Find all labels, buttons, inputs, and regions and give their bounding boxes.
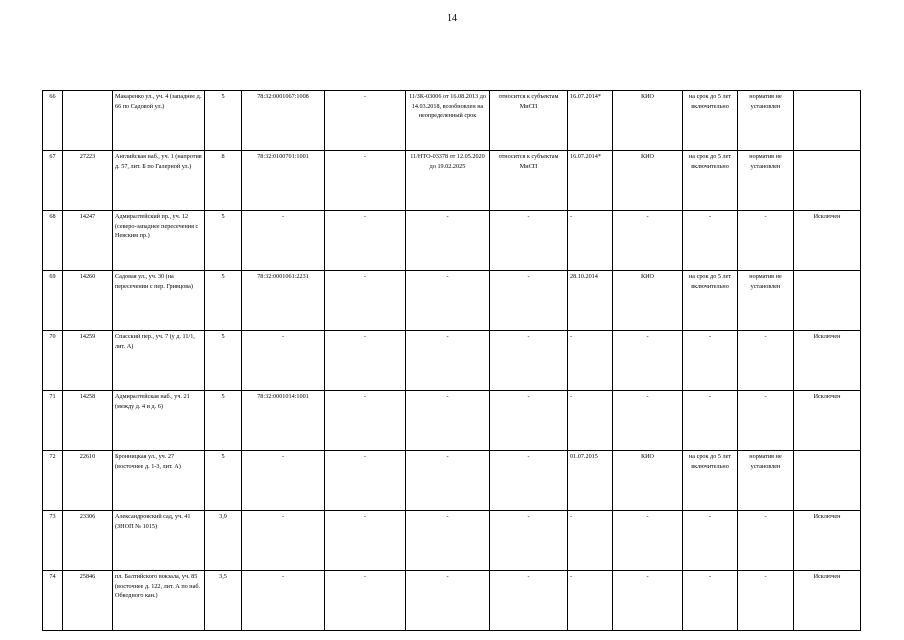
- cell-norm: -: [738, 331, 794, 391]
- cell-norm: норматив не установлен: [738, 91, 794, 151]
- cell-norm: -: [738, 571, 794, 631]
- cell-area: 5: [205, 331, 242, 391]
- cell-area: 8: [205, 151, 242, 211]
- cell-document: -: [406, 391, 490, 451]
- cell-date: -: [568, 211, 613, 271]
- cell-norm: -: [738, 511, 794, 571]
- cell-note: [794, 271, 861, 331]
- cell-column-5: -: [325, 391, 406, 451]
- cell-date: 16.07.2014*: [568, 151, 613, 211]
- cell-address: Садовая ул., уч. 30 (на пересечении с пер. Гривцова): [113, 271, 205, 331]
- cell-organization: -: [613, 211, 683, 271]
- table-row: [43, 571, 861, 631]
- cell-row-number: 69: [43, 271, 63, 331]
- table-row: [43, 511, 861, 571]
- table-row: [43, 391, 861, 451]
- cell-cadastral-number: -: [242, 511, 325, 571]
- cell-object-id: 14247: [63, 211, 113, 271]
- cell-date: 01.07.2015: [568, 451, 613, 511]
- cell-cadastral-number: -: [242, 451, 325, 511]
- cell-smsp-status: -: [490, 391, 568, 451]
- table-row: [43, 151, 861, 211]
- cell-address: пл. Балтийского вокзала, уч. 85 (восточнее д. 122, лит. А по наб. Обводного кан.): [113, 571, 205, 631]
- cell-term: на срок до 5 лет включительно: [683, 91, 738, 151]
- cell-term: -: [683, 391, 738, 451]
- cell-area: 5: [205, 451, 242, 511]
- cell-area: 3,5: [205, 571, 242, 631]
- registry-table: [42, 90, 861, 631]
- cell-smsp-status: -: [490, 271, 568, 331]
- cell-document: -: [406, 571, 490, 631]
- cell-row-number: 71: [43, 391, 63, 451]
- cell-smsp-status: относится к субъектам МиСП: [490, 91, 568, 151]
- cell-object-id: 25846: [63, 571, 113, 631]
- cell-row-number: 73: [43, 511, 63, 571]
- cell-note: [794, 451, 861, 511]
- cell-norm: -: [738, 211, 794, 271]
- cell-note: Исключен: [794, 331, 861, 391]
- cell-document: -: [406, 451, 490, 511]
- cell-cadastral-number: -: [242, 331, 325, 391]
- cell-address: Адмиралтейская наб., уч. 21 (между д. 4 и д. 6): [113, 391, 205, 451]
- cell-norm: -: [738, 391, 794, 451]
- cell-address: Бронницкая ул., уч. 27 (восточнее д. 1-3, лит. А): [113, 451, 205, 511]
- table-row: [43, 211, 861, 271]
- cell-date: -: [568, 571, 613, 631]
- cell-object-id: 27223: [63, 151, 113, 211]
- cell-term: на срок до 5 лет включительно: [683, 451, 738, 511]
- cell-term: -: [683, 331, 738, 391]
- table-row: [43, 271, 861, 331]
- cell-cadastral-number: 78:32:0001067:1008: [242, 91, 325, 151]
- cell-organization: КИО: [613, 271, 683, 331]
- cell-cadastral-number: 78:32:0100701:1001: [242, 151, 325, 211]
- cell-row-number: 74: [43, 571, 63, 631]
- cell-date: 16.07.2014*: [568, 91, 613, 151]
- cell-date: -: [568, 511, 613, 571]
- cell-note: Исключен: [794, 391, 861, 451]
- cell-row-number: 67: [43, 151, 63, 211]
- cell-address: Александровский сад, уч. 41 (ЗНОП № 1015): [113, 511, 205, 571]
- cell-column-5: -: [325, 271, 406, 331]
- cell-address: Английская наб., уч. 1 (напротив д. 57, лит. Б по Галерной ул.): [113, 151, 205, 211]
- cell-column-5: -: [325, 151, 406, 211]
- cell-area: 5: [205, 271, 242, 331]
- cell-cadastral-number: -: [242, 571, 325, 631]
- cell-term: на срок до 5 лет включительно: [683, 151, 738, 211]
- cell-norm: норматив не установлен: [738, 271, 794, 331]
- cell-cadastral-number: -: [242, 211, 325, 271]
- cell-column-5: -: [325, 211, 406, 271]
- cell-smsp-status: -: [490, 451, 568, 511]
- cell-object-id: 14258: [63, 391, 113, 451]
- cell-area: 5: [205, 211, 242, 271]
- cell-document: -: [406, 331, 490, 391]
- cell-area: 5: [205, 91, 242, 151]
- cell-area: 3,9: [205, 511, 242, 571]
- cell-term: -: [683, 571, 738, 631]
- cell-row-number: 68: [43, 211, 63, 271]
- cell-column-5: -: [325, 511, 406, 571]
- cell-organization: -: [613, 391, 683, 451]
- cell-address: Адмиралтейский пр., уч. 12 (северо-западнее пересечения с Невским пр.): [113, 211, 205, 271]
- cell-document: -: [406, 211, 490, 271]
- cell-row-number: 66: [43, 91, 63, 151]
- table-row: [43, 451, 861, 511]
- cell-norm: норматив не установлен: [738, 451, 794, 511]
- cell-smsp-status: -: [490, 331, 568, 391]
- cell-smsp-status: относится к субъектам МиСП: [490, 151, 568, 211]
- cell-column-5: -: [325, 91, 406, 151]
- cell-row-number: 72: [43, 451, 63, 511]
- cell-area: 5: [205, 391, 242, 451]
- cell-column-5: -: [325, 571, 406, 631]
- cell-document: -: [406, 271, 490, 331]
- page-number: 14: [447, 13, 457, 24]
- cell-note: Исключен: [794, 571, 861, 631]
- cell-term: на срок до 5 лет включительно: [683, 271, 738, 331]
- cell-organization: КИО: [613, 451, 683, 511]
- cell-term: -: [683, 211, 738, 271]
- cell-address: Спасский пер., уч. 7 (у д. 11/1, лит. А): [113, 331, 205, 391]
- cell-date: -: [568, 391, 613, 451]
- cell-organization: -: [613, 511, 683, 571]
- cell-cadastral-number: 78:32:0001014:1001: [242, 391, 325, 451]
- cell-organization: -: [613, 331, 683, 391]
- cell-date: -: [568, 331, 613, 391]
- cell-document: 11/ЗК-03006 от 16.08.2013 до 14.03.2018, возобновлен на неопределенный срок: [406, 91, 490, 151]
- cell-note: [794, 151, 861, 211]
- cell-note: Исключен: [794, 211, 861, 271]
- cell-cadastral-number: 78:32:0001061:2231: [242, 271, 325, 331]
- cell-object-id: 14259: [63, 331, 113, 391]
- cell-note: [794, 91, 861, 151]
- cell-organization: -: [613, 571, 683, 631]
- cell-date: 28.10.2014: [568, 271, 613, 331]
- cell-smsp-status: -: [490, 571, 568, 631]
- cell-column-5: -: [325, 331, 406, 391]
- cell-smsp-status: -: [490, 211, 568, 271]
- cell-object-id: [63, 91, 113, 151]
- table-row: [43, 91, 861, 151]
- cell-object-id: 23306: [63, 511, 113, 571]
- cell-note: Исключен: [794, 511, 861, 571]
- cell-smsp-status: -: [490, 511, 568, 571]
- cell-object-id: 22610: [63, 451, 113, 511]
- cell-row-number: 70: [43, 331, 63, 391]
- cell-document: -: [406, 511, 490, 571]
- cell-organization: КИО: [613, 151, 683, 211]
- cell-document: 11/НТО-03378 от 12.05.2020 до 19.02.2025: [406, 151, 490, 211]
- cell-term: -: [683, 511, 738, 571]
- cell-organization: КИО: [613, 91, 683, 151]
- cell-column-5: -: [325, 451, 406, 511]
- table-row: [43, 331, 861, 391]
- cell-object-id: 14260: [63, 271, 113, 331]
- cell-address: Макаренко ул., уч. 4 (западнее д. 66 по Садовой ул.): [113, 91, 205, 151]
- cell-norm: норматив не установлен: [738, 151, 794, 211]
